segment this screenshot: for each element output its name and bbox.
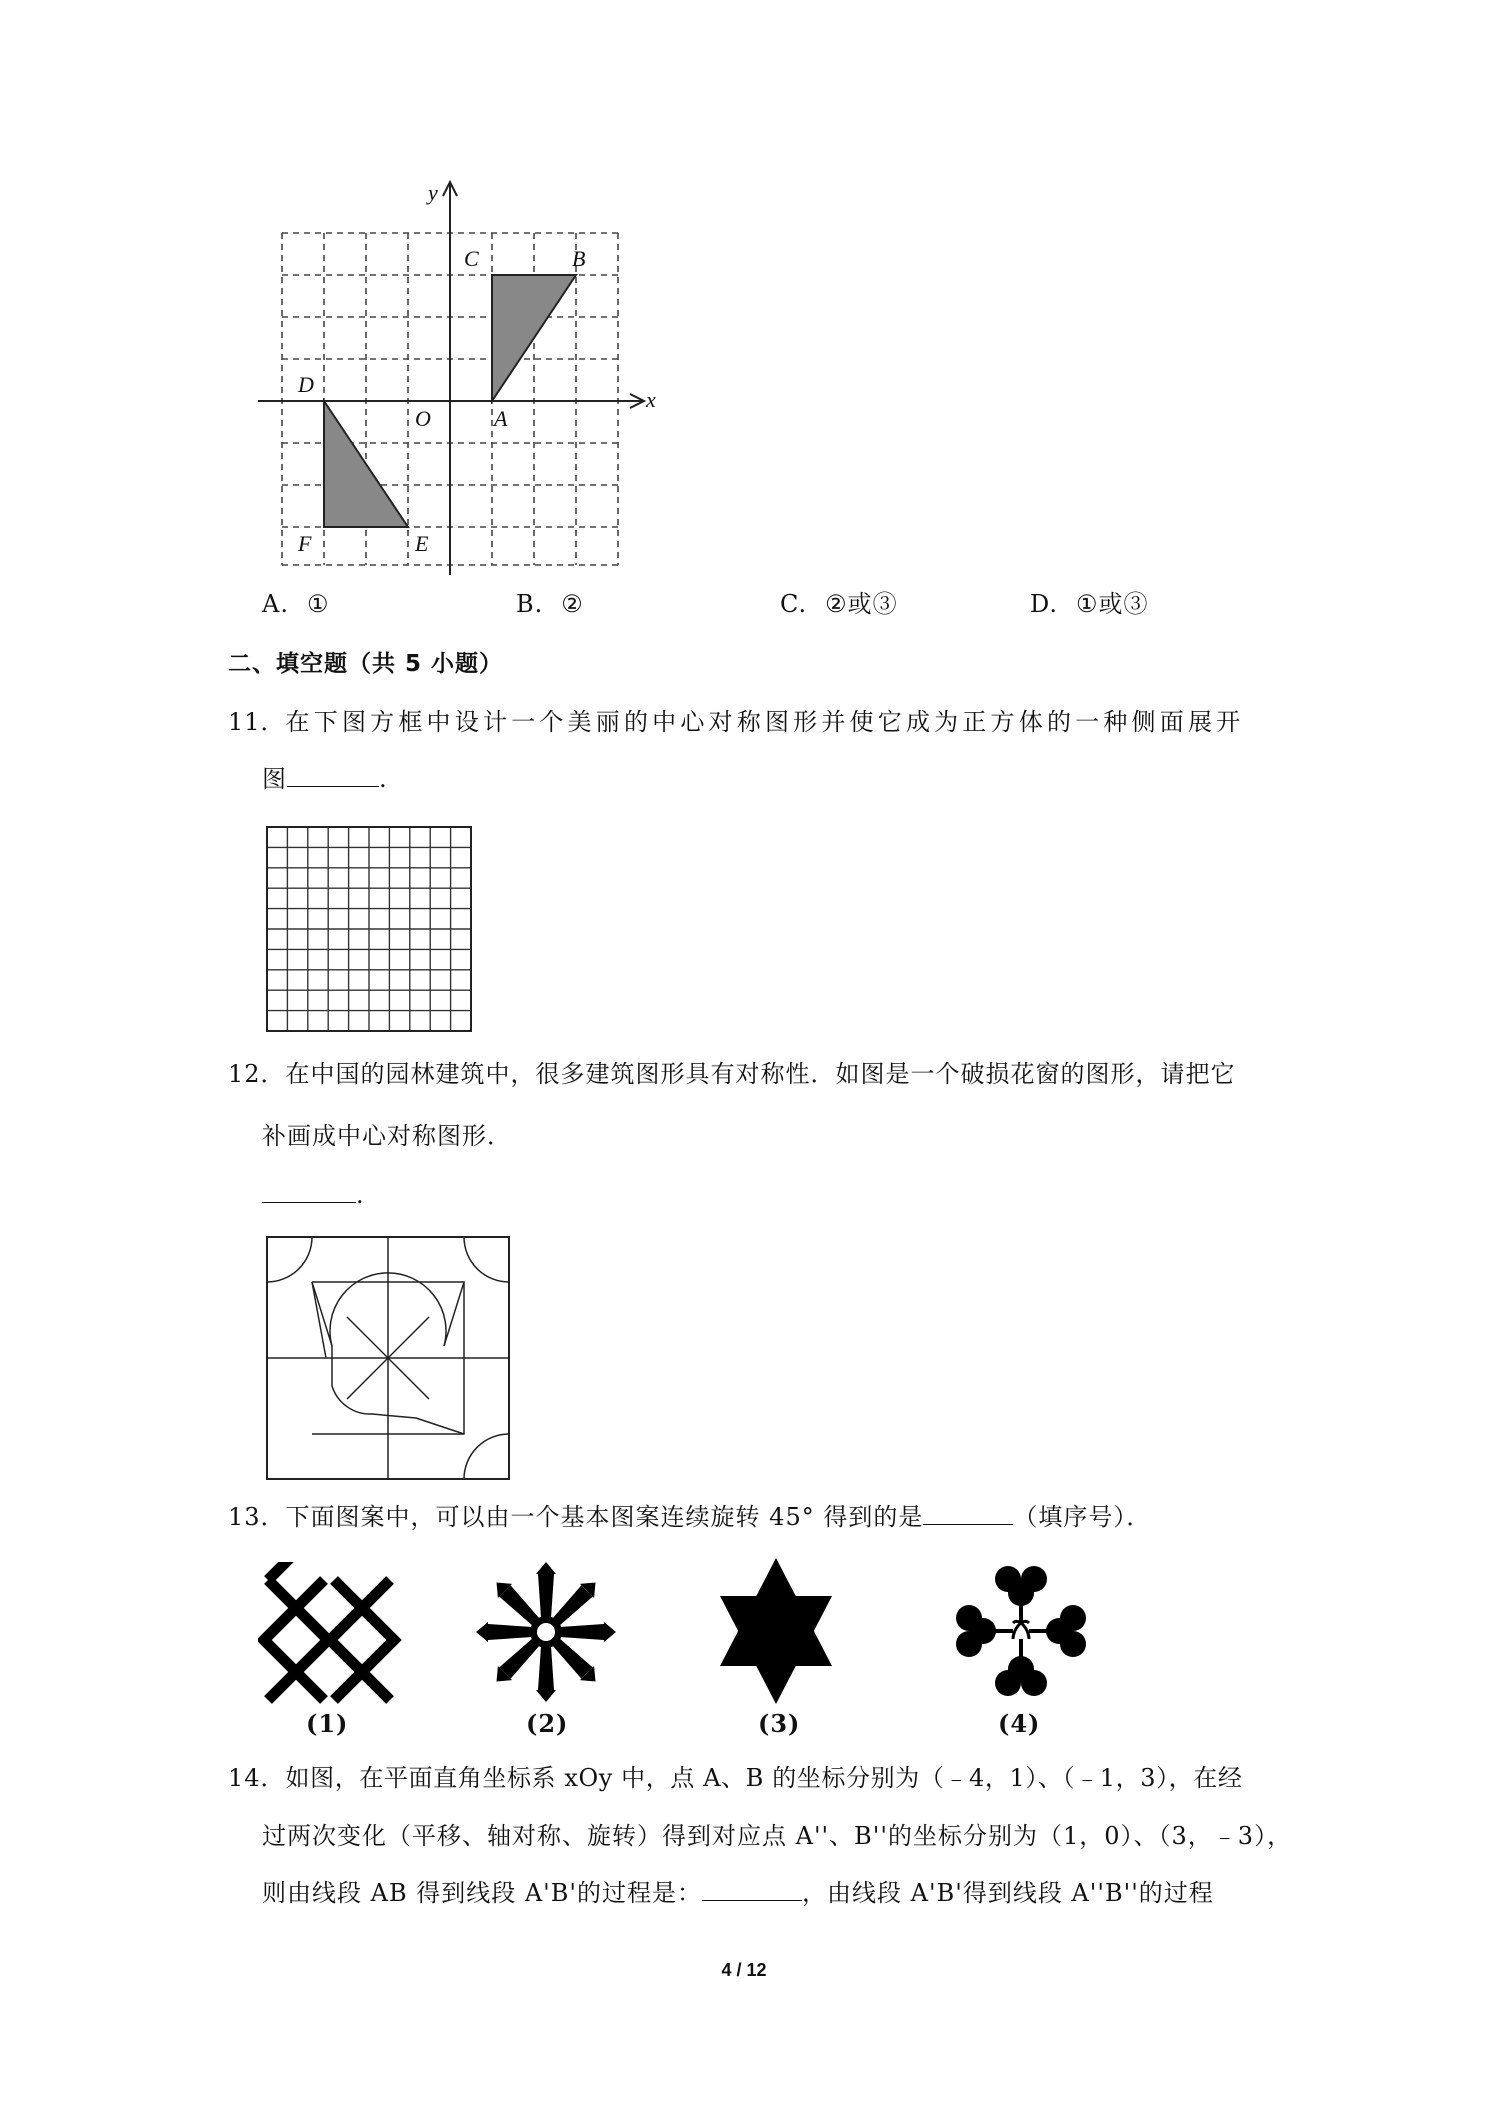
option-value: ②	[561, 590, 584, 618]
coordinate-grid-figure	[250, 170, 670, 580]
section-heading: 二、填空题（共 5 小题）	[228, 651, 504, 677]
option-value: ①或③	[1076, 590, 1149, 618]
page-number: 4 / 12	[721, 1960, 767, 1980]
option-letter: C.	[780, 590, 808, 618]
flower-window-figure	[266, 1236, 510, 1480]
question-number: 12．	[228, 1060, 286, 1088]
q12-line2: 补画成中心对称图形．	[262, 1122, 512, 1150]
question-text: 如图，在平面直角坐标系 xOy 中，点 A、B 的坐标分别为（﹣4，1）、（﹣1，3），在经	[285, 1764, 1243, 1792]
answer-blank[interactable]	[923, 1500, 1013, 1525]
question-number: 14．	[228, 1764, 286, 1792]
caption-4: (4)	[998, 1709, 1041, 1738]
q14-line2: 过两次变化（平移、轴对称、旋转）得到对应点 A''、B''的坐标分别为（1，0）、（3，﹣3），	[262, 1822, 1293, 1850]
answer-blank[interactable]	[287, 762, 379, 787]
label-x: x	[646, 387, 656, 412]
question-text: 下面图案中，可以由一个基本图案连续旋转 45° 得到的是	[285, 1503, 924, 1531]
q14-line3	[262, 1876, 1214, 1909]
square-grid-figure	[266, 826, 472, 1032]
question-text: 在中国的园林建筑中，很多建筑图形具有对称性．如图是一个破损花窗的图形，请把它	[285, 1060, 1236, 1088]
pattern-3-star	[712, 1556, 840, 1706]
label-f: F	[298, 531, 312, 556]
caption-3: (3)	[758, 1709, 801, 1738]
option-letter: B.	[516, 590, 544, 618]
label-e: E	[415, 531, 429, 556]
label-b: B	[572, 246, 586, 271]
q12-line1	[228, 1058, 1236, 1090]
question-text: ，由线段 A'B'得到线段 A''B''的过程	[802, 1879, 1214, 1907]
question-number: 13．	[228, 1503, 286, 1531]
option-letter: D.	[1030, 590, 1059, 618]
answer-blank[interactable]	[262, 1178, 356, 1203]
question-text: 则由线段 AB 得到线段 A'B'的过程是：	[262, 1879, 703, 1907]
question-text: 在下图方框中设计一个美丽的中心对称图形并使它成为正方体的一种侧面展开	[285, 708, 1245, 736]
caption-1: (1)	[306, 1709, 349, 1738]
option-a	[262, 588, 329, 620]
question-text: .	[356, 1181, 365, 1209]
answer-blank[interactable]	[702, 1876, 802, 1901]
option-value: ①	[306, 590, 330, 618]
option-value: ②或③	[825, 590, 898, 618]
option-c	[780, 588, 898, 620]
triangle-abc	[492, 275, 576, 401]
pattern-1-diamonds	[258, 1562, 402, 1706]
pattern-2-flower	[474, 1560, 618, 1704]
q12-line3	[262, 1178, 365, 1211]
question-number: 11．	[228, 708, 286, 736]
option-d	[1030, 588, 1149, 620]
triangle-def	[324, 401, 408, 527]
q14-line1	[228, 1762, 1242, 1794]
caption-2: (2)	[526, 1709, 569, 1738]
pattern-4-clovers	[946, 1556, 1096, 1706]
label-d: D	[298, 372, 314, 397]
option-b	[516, 588, 584, 620]
q13-line1	[228, 1500, 1151, 1533]
label-c: C	[464, 246, 479, 271]
question-text: （填序号）．	[1013, 1503, 1152, 1531]
option-letter: A.	[262, 590, 289, 618]
label-a: A	[494, 406, 508, 431]
q11-line1	[228, 706, 1244, 738]
question-text: 图	[262, 765, 287, 793]
q11-line2	[262, 762, 388, 795]
label-y: y	[428, 180, 438, 205]
question-text: .	[379, 765, 388, 793]
label-o: O	[415, 406, 431, 431]
